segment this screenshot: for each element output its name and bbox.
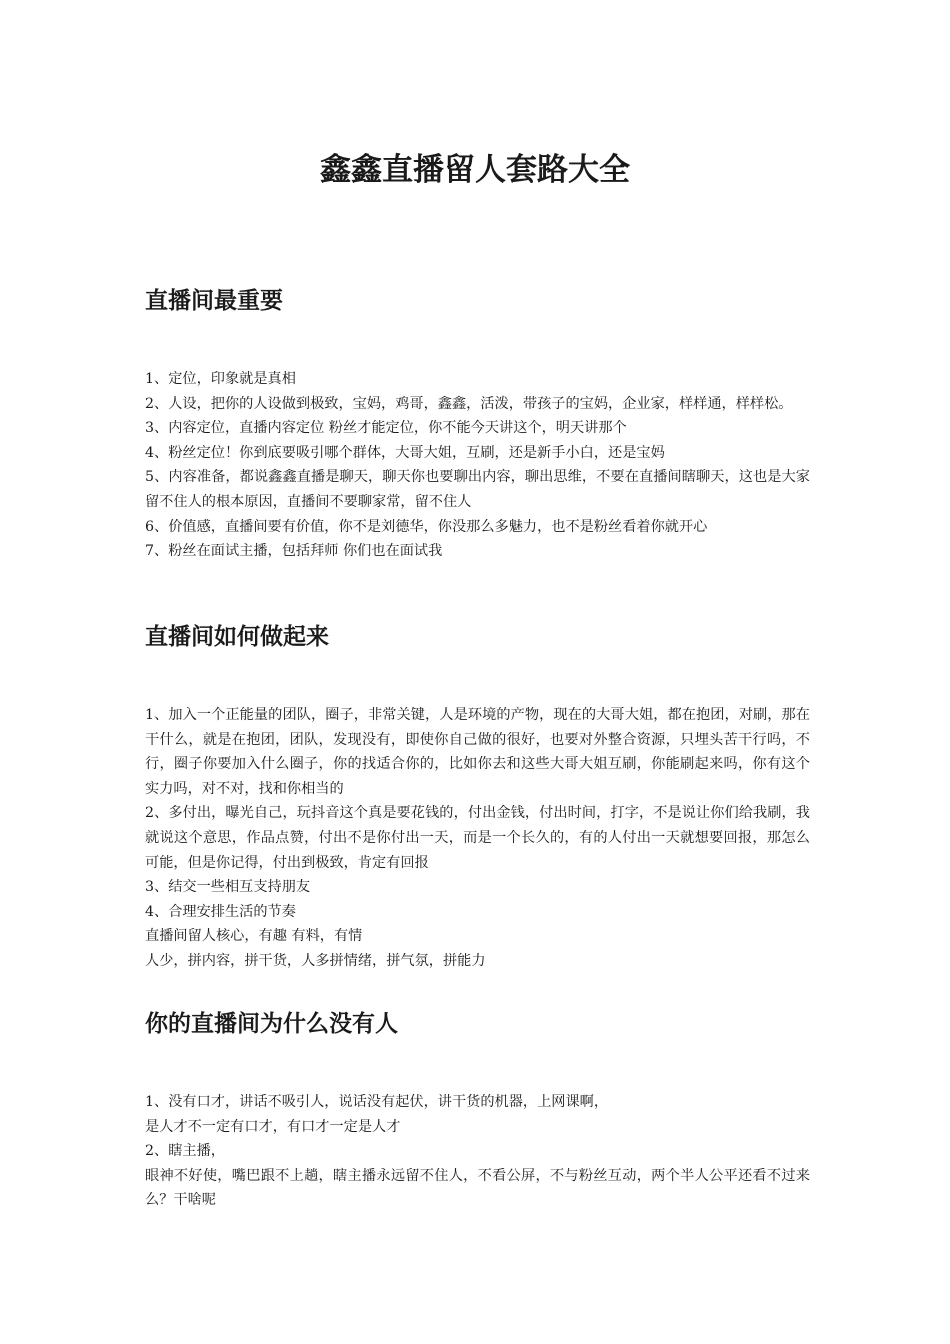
section-why-no-viewers (145, 1007, 810, 1213)
paragraph-line: 1、没有口才，讲话不吸引人，说话没有起伏，讲干货的机器，上网课啊， (145, 1094, 609, 1110)
section-body (145, 367, 810, 564)
section-heading: 你的直播间为什么没有人 (145, 1011, 398, 1037)
section-how-to-grow (145, 620, 810, 974)
paragraph-line: 人少，拼内容，拼干货，人多拼情绪，拼气氛，拼能力 (145, 952, 486, 969)
paragraph-line: 2、多付出，曝光自己，玩抖音这个真是要花钱的，付出金钱，付出时间，打字，不是说让你们给我刷，我就说这个意思，作品点赞，付出不是你付出一天，而是一个长久的，有的人付出一天就想要回报，那怎么可能，但是你记得，付出到极致，肯定有回报 (145, 805, 810, 871)
paragraph-line: 3、结交一些相互支持朋友 (145, 879, 311, 896)
paragraph-line: 2、瞎主播， (145, 1143, 225, 1160)
section-heading: 直播间最重要 (145, 288, 283, 314)
paragraph-line: 7、粉丝在面试主播，包括拜师 你们也在面试我 (145, 543, 443, 560)
paragraph-line: 6、价值感，直播间要有价值，你不是刘德华，你没那么多魅力，也不是粉丝看着你就开心 (145, 518, 708, 535)
document-title: 鑫鑫直播留人套路大全 (320, 152, 630, 188)
paragraph-line: 1、加入一个正能量的团队，圈子，非常关键，人是环境的产物，现在的大哥大姐，都在抱团，对刷，那在干什么，就是在抱团，团队，发现没有，即使你自己做的很好，也要对外整合资源，只埋头苦干行吗，不行，圈子你要加入什么圈子，你的找适合你的，比如你去和这些大哥大姐互刷，你能刷起来吗，你有这个实力吗，对不对，找和你相当的 (145, 707, 810, 797)
section-body (145, 1090, 810, 1213)
paragraph-line: 2、人设，把你的人设做到极致，宝妈，鸡哥，鑫鑫，活泼，带孩子的宝妈，企业家，样样通，样样松。 (145, 395, 793, 412)
section-heading: 直播间如何做起来 (145, 624, 329, 650)
paragraph-line: 4、合理安排生活的节奏 (145, 903, 296, 920)
section-most-important (145, 284, 810, 564)
paragraph-line: 是人才不一定有口才，有口才一定是人才 (145, 1118, 401, 1135)
paragraph-line: 3、内容定位，直播内容定位 粉丝才能定位，你不能今天讲这个，明天讲那个 (145, 420, 627, 437)
paragraph-line: 5、内容准备，都说鑫鑫直播是聊天，聊天你也要聊出内容，聊出思维，不要在直播间瞎聊天，这也是大家留不住人的根本原因，直播间不要聊家常，留不住人 (145, 469, 810, 510)
paragraph-line: 4、粉丝定位！你到底要吸引哪个群体，大哥大姐，互刷，还是新手小白，还是宝妈 (145, 444, 665, 461)
section-body (145, 703, 810, 974)
paragraph-line: 直播间留人核心，有趣 有料，有情 (145, 928, 363, 945)
paragraph-line: 眼神不好使，嘴巴跟不上趟，瞎主播永远留不住人，不看公屏，不与粉丝互动，两个半人公平还看不过来么？干啥呢 (145, 1167, 810, 1209)
paragraph-line: 1、定位，印象就是真相 (145, 371, 296, 387)
